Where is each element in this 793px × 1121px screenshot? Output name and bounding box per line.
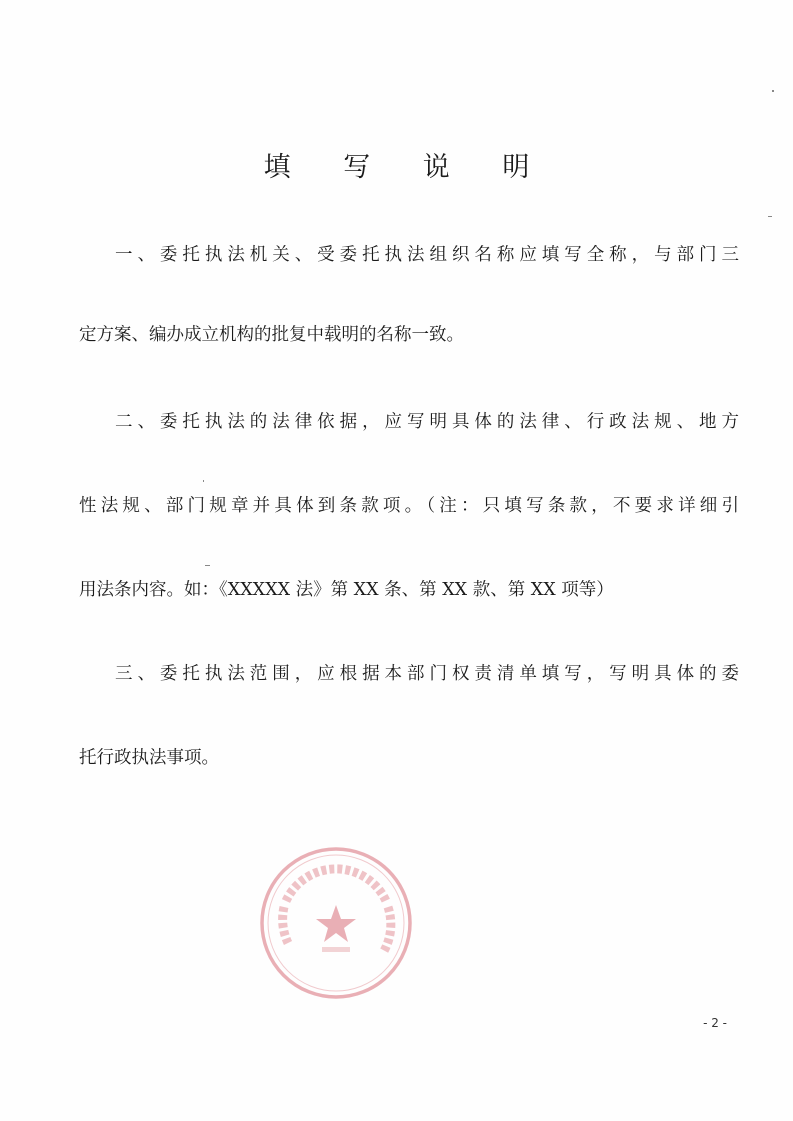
- scan-speck: [203, 480, 204, 482]
- paragraph-2-line-1: 二、委托执法的法律依据，应写明具体的法律、行政法规、地方: [115, 412, 739, 432]
- paragraph-2-line-2: 性法规、部门规章并具体到条款项。（注：只填写条款，不要求详细引: [79, 496, 739, 516]
- official-seal-icon: [256, 843, 416, 1003]
- scan-speck: [768, 216, 772, 217]
- paragraph-1-line-1: 一、委托执法机关、受委托执法组织名称应填写全称，与部门三: [115, 245, 739, 265]
- paragraph-1-line-2: 定方案、编办成立机构的批复中载明的名称一致。: [79, 325, 464, 345]
- scan-speck: [205, 565, 210, 566]
- paragraph-2-line-3: 用法条内容。如：《XXXXX 法》第 XX 条、第 XX 款、第 XX 项等）: [79, 580, 614, 600]
- paragraph-3-line-1: 三、委托执法范围，应根据本部门权责清单填写，写明具体的委: [115, 664, 739, 684]
- paragraph-3-line-2: 托行政执法事项。: [79, 748, 219, 768]
- page-number: - 2 -: [703, 1016, 727, 1030]
- scan-speck: [772, 90, 774, 92]
- document-title: 填 写 说 明: [263, 152, 552, 183]
